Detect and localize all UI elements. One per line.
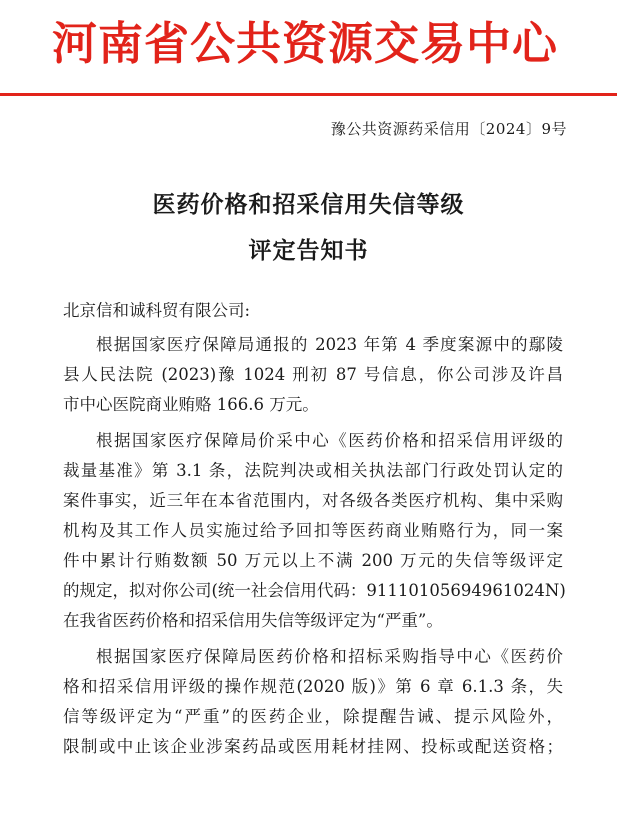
paragraph-line: 限制或中止该企业涉案药品或医用耗材挂网、投标或配送资格； (63, 737, 563, 756)
document-title-line-2: 评定告知书 (248, 237, 369, 264)
paragraph-line: 格和招采信用评级的操作规范(2020 版)》第 6 章 6.1.3 条，失 (63, 677, 563, 696)
paragraph-line: 机构及其工作人员实施过给予回扣等医药商业贿赂行为，同一案 (63, 521, 563, 540)
paragraph-case-source (63, 330, 563, 420)
paragraph-line: 案件事实，近三年在本省范围内，对各级各类医疗机构、集中采购 (63, 491, 563, 510)
paragraph-line: 县人民法院 (2023)豫 1024 刑初 87 号信息，你公司涉及许昌 (63, 365, 563, 384)
paragraph-line: 根据国家医疗保障局通报的 2023 年第 4 季度案源中的鄢陵 (96, 335, 563, 354)
issuing-org-header: 河南省公共资源交易中心 (52, 17, 559, 70)
paragraph-line: 市中心医院商业贿赂 166.6 万元。 (63, 395, 319, 414)
paragraph-legal-basis (63, 426, 566, 636)
recipient-line: 北京信和诚科贸有限公司: (63, 301, 251, 320)
paragraph-line: 根据国家医疗保障局价采中心《医药价格和招采信用评级的 (96, 431, 563, 450)
paragraph-line: 裁量基准》第 3.1 条，法院判决或相关执法部门行政处罚认定的 (63, 461, 563, 480)
document-number: 豫公共资源药采信用〔2024〕9号 (330, 120, 567, 138)
paragraph-line: 件中累计行贿数额 50 万元以上不满 200 万元的失信等级评定 (63, 551, 563, 570)
paragraph-line: 根据国家医疗保障局医药价格和招标采购指导中心《医药价 (96, 647, 563, 666)
paragraph-line: 在我省医药价格和招采信用失信等级评定为“严重”。 (63, 611, 443, 630)
paragraph-penalty (63, 642, 563, 762)
paragraph-line: 的规定，拟对你公司(统一社会信用代码：91110105694961024N) (63, 581, 566, 600)
document-body (63, 296, 566, 768)
header-divider (0, 93, 617, 96)
document-title-line-1: 医药价格和招采信用失信等级 (152, 191, 465, 218)
paragraph-line: 信等级评定为“严重”的医药企业，除提醒告诫、提示风险外， (63, 707, 563, 726)
